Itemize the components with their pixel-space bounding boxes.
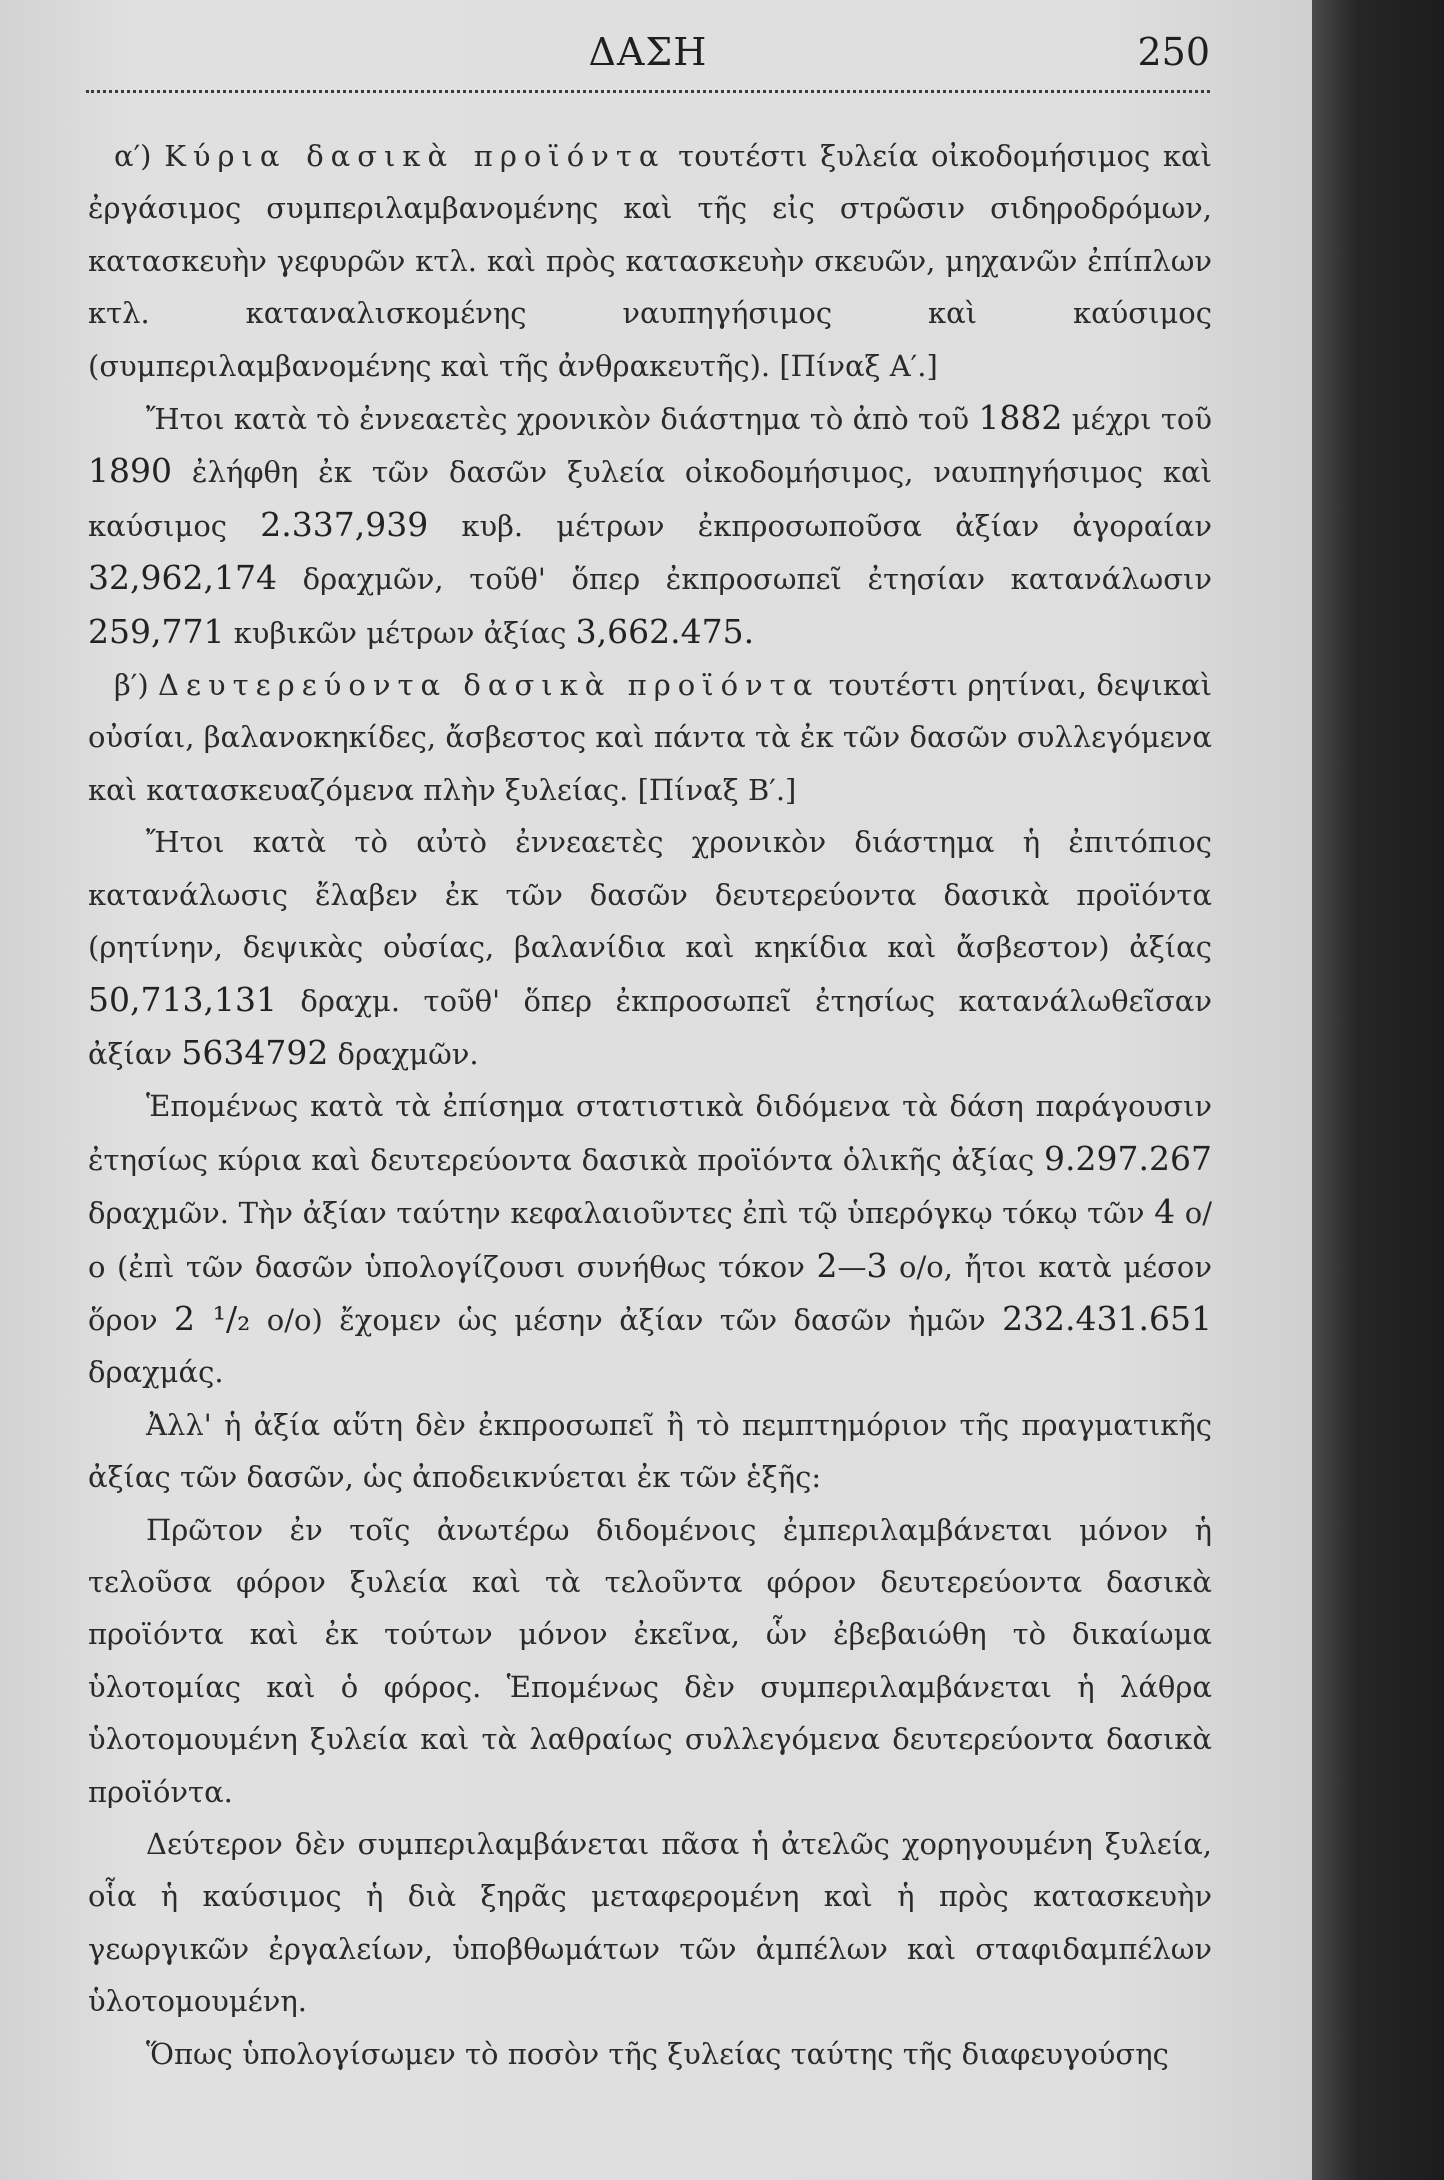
text-run: ο/ο) ἔχομεν ὡς μέσην ἀξίαν τῶν δασῶν ἡμῶν [250,1302,1003,1337]
numeric-value: 2 ¹/₂ [174,1298,251,1338]
numeric-value: 3,662.475. [575,611,755,651]
paragraph-p7 [88,1504,1212,1818]
text-run: — [837,1249,867,1284]
numeric-value: 3 [866,1245,888,1285]
text-run: δραχμ. τοῦθ' ὅπερ ἐκπροσωπεῖ ἐτησίως κατανάλωθεῖσαν ἀξίαν [88,983,1212,1071]
book-spine-shadow [1312,0,1444,2180]
text-run: Πρῶτον ἐν τοῖς ἀνωτέρω διδομένοις ἐμπεριλαμβάνεται μόνον ἡ τελοῦσα φόρον ξυλεία καὶ τὰ τελοῦντα φόρον δευτερεύοντα δασικὰ προϊόντα καὶ ἐκ τούτων μόνον ἐκεῖνα, ὧν ἐβεβαιώθη τὸ δικαίωμα ὑλοτομίας καὶ ὁ φόρος. Ἑπομένως δὲν συμπεριλαμβάνεται ἡ λάθρα ὑλοτομουμένη ξυλεία καὶ τὰ λαθραίως συλλεγόμενα δευτερεύοντα δασικὰ προϊόντα. [88,1512,1212,1809]
page-body [88,130,1212,2080]
paragraph-p6 [88,1399,1212,1504]
text-run: β′) [114,668,158,703]
text-run: ο/ο, ἤτοι κατὰ μέσον ὅρον [88,1249,1213,1337]
page-number: 250 [1137,30,1210,74]
paragraph-p1 [88,130,1212,392]
text-run: δραχμῶν, τοῦθ' ὅπερ ἐκπροσωπεῖ ἐτησίαν κατανάλωσιν [276,562,1212,597]
text-run: Ὅπως ὑπολογίσωμεν τὸ ποσὸν τῆς ξυλείας ταύτης τῆς διαφευγούσης [146,2036,1169,2071]
numeric-value: 32,962,174 [88,558,277,598]
numeric-value: 9.297.267 [1044,1138,1212,1178]
text-run: Ἑπομένως κατὰ τὰ ἐπίσημα στατιστικὰ διδόμενα τὰ δάση παράγουσιν ἐτησίως κύρια καὶ δευτερεύοντα δασικὰ προϊόντα ὁλικῆς ἀξίας [88,1089,1212,1177]
text-run: α′) [114,139,165,173]
text-run: κυβ. μέτρων ἐκπροσωποῦσα ἀξίαν ἀγοραίαν [428,508,1212,543]
text-run: δραχμάς. [88,1355,224,1390]
paragraph-p5 [88,1080,1212,1398]
paragraph-p3 [88,659,1212,816]
numeric-value: 5634792 [181,1032,329,1072]
text-run: Ἤτοι κατὰ τὸ αὐτὸ ἐννεαετὲς χρονικὸν διάστημα ἡ ἐπιτόπιος κατανάλωσις ἔλαβεν ἐκ τῶν δασῶν δευτερεύοντα δασικὰ προϊόντα (ρητίνην, δεψικὰς οὐσίας, βαλανίδια καὶ κηκίδια καὶ ἄσβεστον) ἀξίας [88,825,1212,965]
page-title: ΔΑΣΗ [588,30,708,74]
text-run: τουτέστι ρητίναι, δεψικαὶ οὐσίαι, βαλανοκηκίδες, ἄσβεστος καὶ πάντα τὰ ἐκ τῶν δασῶν συλλεγόμενα καὶ κατασκευαζόμενα πλὴν ξυλείας. [Πίναξ Β′.] [88,668,1213,807]
text-run: Ἀλλ' ἡ ἀξία αὕτη δὲν ἐκπροσωπεῖ ἢ τὸ πεμπτημόριον τῆς πραγματικῆς ἀξίας τῶν δασῶν, ὡς ἀποδεικνύεται ἐκ τῶν ἑξῆς: [88,1407,1212,1495]
text-run: Δεύτερον δὲν συμπεριλαμβάνεται πᾶσα ἡ ἀτελῶς χορηγουμένη ξυλεία, οἷα ἡ καύσιμος ἡ διὰ ξηρᾶς μεταφερομένη καὶ ἡ πρὸς κατασκευὴν γεωργικῶν ἐργαλείων, ὑποβθωμάτων τῶν ἀμπέλων καὶ σταφιδαμπέλων ὑλοτομουμένη. [88,1827,1212,2019]
numeric-value: 4 [1154,1192,1176,1232]
text-run: τουτέστι ξυλεία οἰκοδομήσιμος καὶ ἐργάσιμος συμπεριλαμβανομένης καὶ τῆς εἰς στρῶσιν σιδηροδρόμων, κατασκευὴν γεφυρῶν κτλ. καὶ πρὸς κατασκευὴν σκευῶν, μηχανῶν ἐπίπλων κτλ. καταναλισκομένης ναυπηγήσιμος καὶ καύσιμος (συμπεριλαμβανομένης καὶ τῆς ἀνθρακευτῆς). [Πίναξ Α′.] [88,139,1212,383]
numeric-value: 50,713,131 [88,979,277,1019]
text-run: δραχμῶν. Τὴν ἀξίαν ταύτην κεφαλαιοῦντες ἐπὶ τῷ ὑπερόγκῳ τόκῳ τῶν [88,1196,1155,1231]
section-heading-text: Δευτερεύοντα δασικὰ προϊόντα [158,668,820,703]
paragraph-p4 [88,816,1212,1080]
numeric-value: 1890 [88,451,172,491]
numeric-value: 1882 [978,398,1063,438]
running-header [86,28,1210,84]
text-run: κυβικῶν μέτρων ἀξίας [224,615,576,650]
paragraph-p8 [88,1818,1212,2028]
text-run: ἐλήφθη ἐκ τῶν δασῶν ξυλεία οἰκοδομήσιμος, ναυπηγήσιμος καὶ καύσιμος [88,455,1212,543]
header-rule [86,90,1210,93]
paragraph-p9 [88,2028,1212,2080]
numeric-value: 2 [816,1245,838,1285]
numeric-value: 232.431.651 [1002,1298,1213,1338]
numeric-value: 2.337,939 [260,504,429,544]
section-heading-text: Κύρια δασικὰ προϊόντα [164,139,666,173]
paragraph-p2 [88,392,1212,659]
text-run: δραχμῶν. [328,1036,479,1071]
text-run: Ἤτοι κατὰ τὸ ἐννεαετὲς χρονικὸν διάστημα τὸ ἀπὸ τοῦ [146,402,979,437]
text-run: ο/ο (ἐπὶ τῶν δασῶν ὑπολογίζουσι συνήθως τόκον [88,1196,1213,1284]
numeric-value: 259,771 [88,611,225,651]
text-run: μέχρι τοῦ [1062,402,1213,437]
